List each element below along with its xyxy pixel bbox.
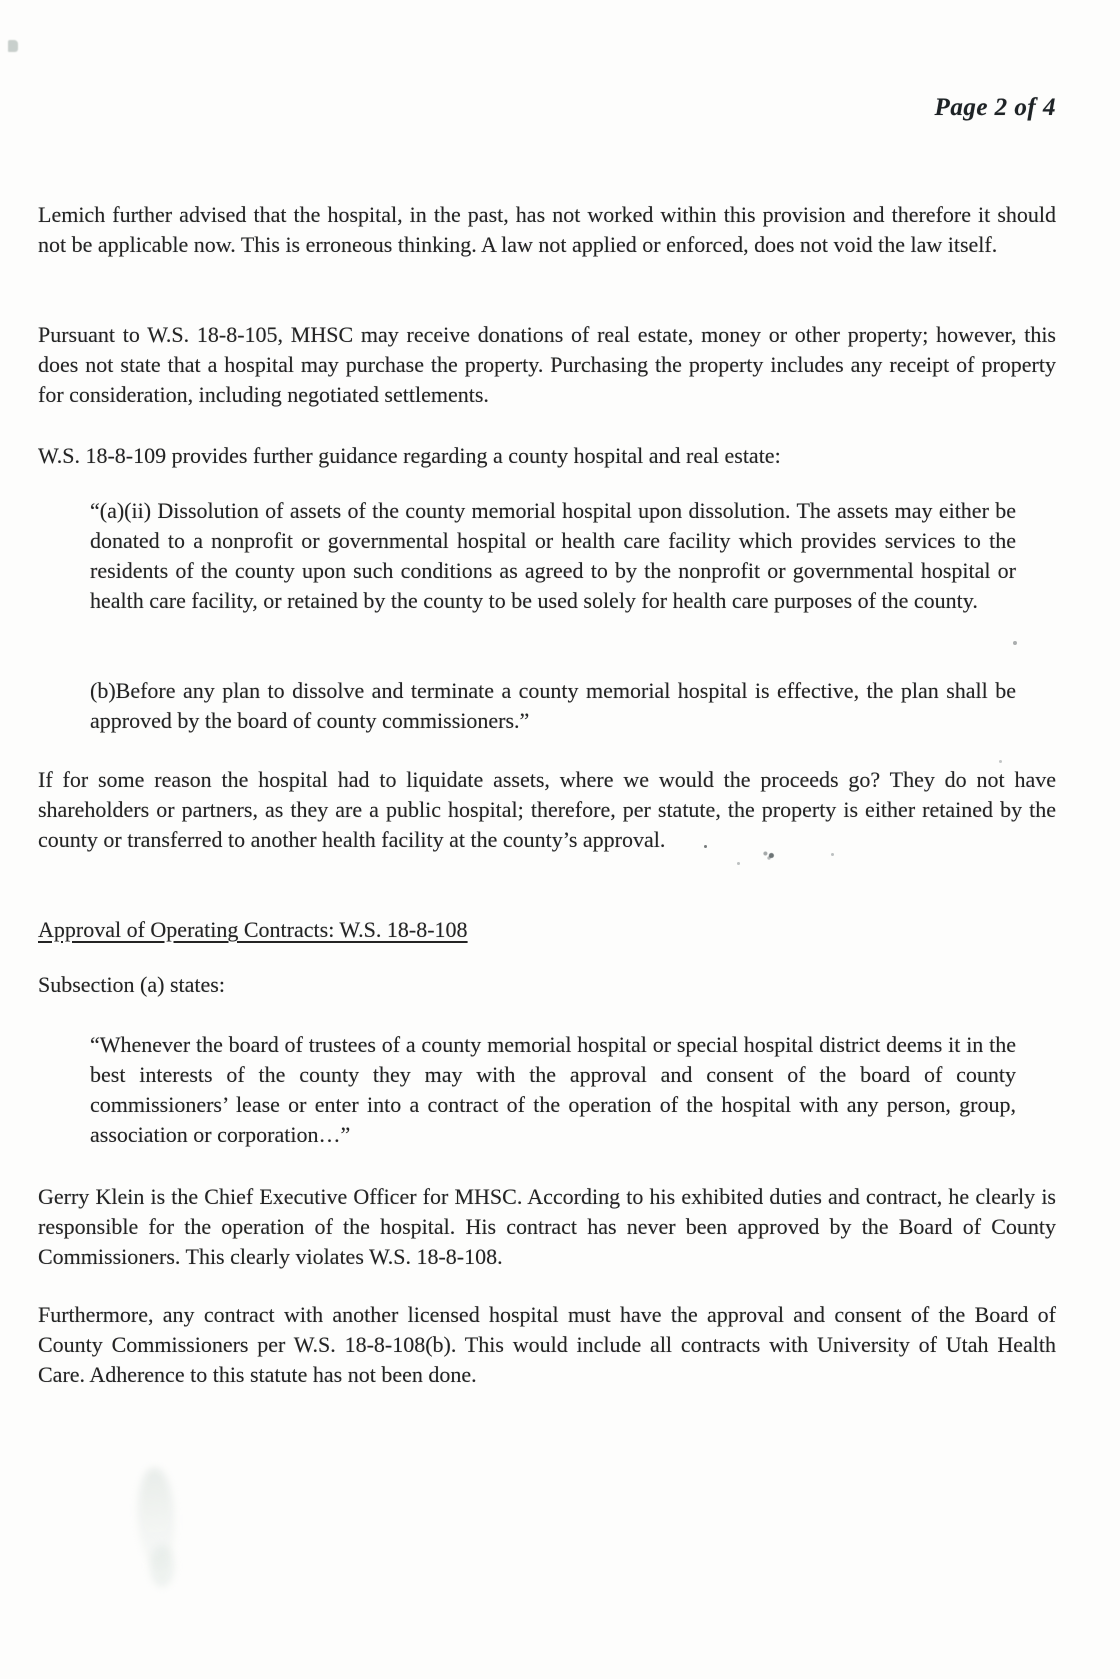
- paragraph-subsection-a-states: Subsection (a) states:: [38, 972, 225, 997]
- heading-approval-operating-contracts: Approval of Operating Contracts: W.S. 18-8-108: [38, 917, 468, 942]
- scan-smudge-artifact: [150, 1545, 174, 1587]
- paragraph-furthermore-contracts: Furthermore, any contract with another licensed hospital must have the approval and consent of the Board of County Commissioners per W.S. 18-8-108(b). This would include all contracts with University of Utah Health Care. Adherence to this statute has not been done.: [38, 1302, 1056, 1387]
- paragraph-ws-18-8-109-intro: W.S. 18-8-109 provides further guidance regarding a county hospital and real estate:: [38, 443, 781, 468]
- paragraph-lemich-provision: Lemich further advised that the hospital, in the past, has not worked within this provision and therefore it should not be applicable now. This is erroneous thinking. A law not applied or enforced, does not void the law itself.: [38, 202, 1056, 257]
- quote-whenever-board-of-trustees: “Whenever the board of trustees of a county memorial hospital or special hospital district deems it in the best interests of the county they may with the approval and consent of the board of county commissioners’ lease or enter into a contract of the operation of the hospital with any person, group, association or corporation…”: [90, 1032, 1016, 1147]
- scan-smudge-artifact: [138, 1468, 174, 1568]
- scan-dot-artifact: [1013, 641, 1017, 645]
- scan-dot-artifact: [737, 862, 740, 865]
- paragraph-liquidate-assets: If for some reason the hospital had to liquidate assets, where we would the proceeds go? They do not have shareholders or partners, as they are a public hospital; therefore, per statute, the property is either retained by the county or transferred to another health facility at the county’s approval.: [38, 767, 1056, 852]
- scan-speck-artifact: [8, 40, 18, 52]
- quote-b-before-plan: (b)Before any plan to dissolve and terminate a county memorial hospital is effective, the plan shall be approved by the board of county commissioners.”: [90, 678, 1016, 733]
- quote-a-ii-dissolution: “(a)(ii) Dissolution of assets of the county memorial hospital upon dissolution. The assets may either be donated to a nonprofit or governmental hospital or health care facility which provides services to the residents of the county upon such conditions as agreed to by the nonprofit or governmental hospital or health care facility, or retained by the county to be used solely for health care purposes of the county.: [90, 498, 1016, 613]
- page-number: Page 2 of 4: [934, 94, 1056, 121]
- paragraph-pursuant-ws-18-8-105: Pursuant to W.S. 18-8-105, MHSC may receive donations of real estate, money or other property; however, this does not state that a hospital may purchase the property. Purchasing the property includes any receipt of property for consideration, including negotiated settlements.: [38, 322, 1056, 407]
- paragraph-gerry-klein-ceo: Gerry Klein is the Chief Executive Officer for MHSC. According to his exhibited duties and contract, he clearly is responsible for the operation of the hospital. His contract has never been approved by the Board of County Commissioners. This clearly violates W.S. 18-8-108.: [38, 1184, 1056, 1269]
- scan-dot-artifact: [999, 760, 1002, 763]
